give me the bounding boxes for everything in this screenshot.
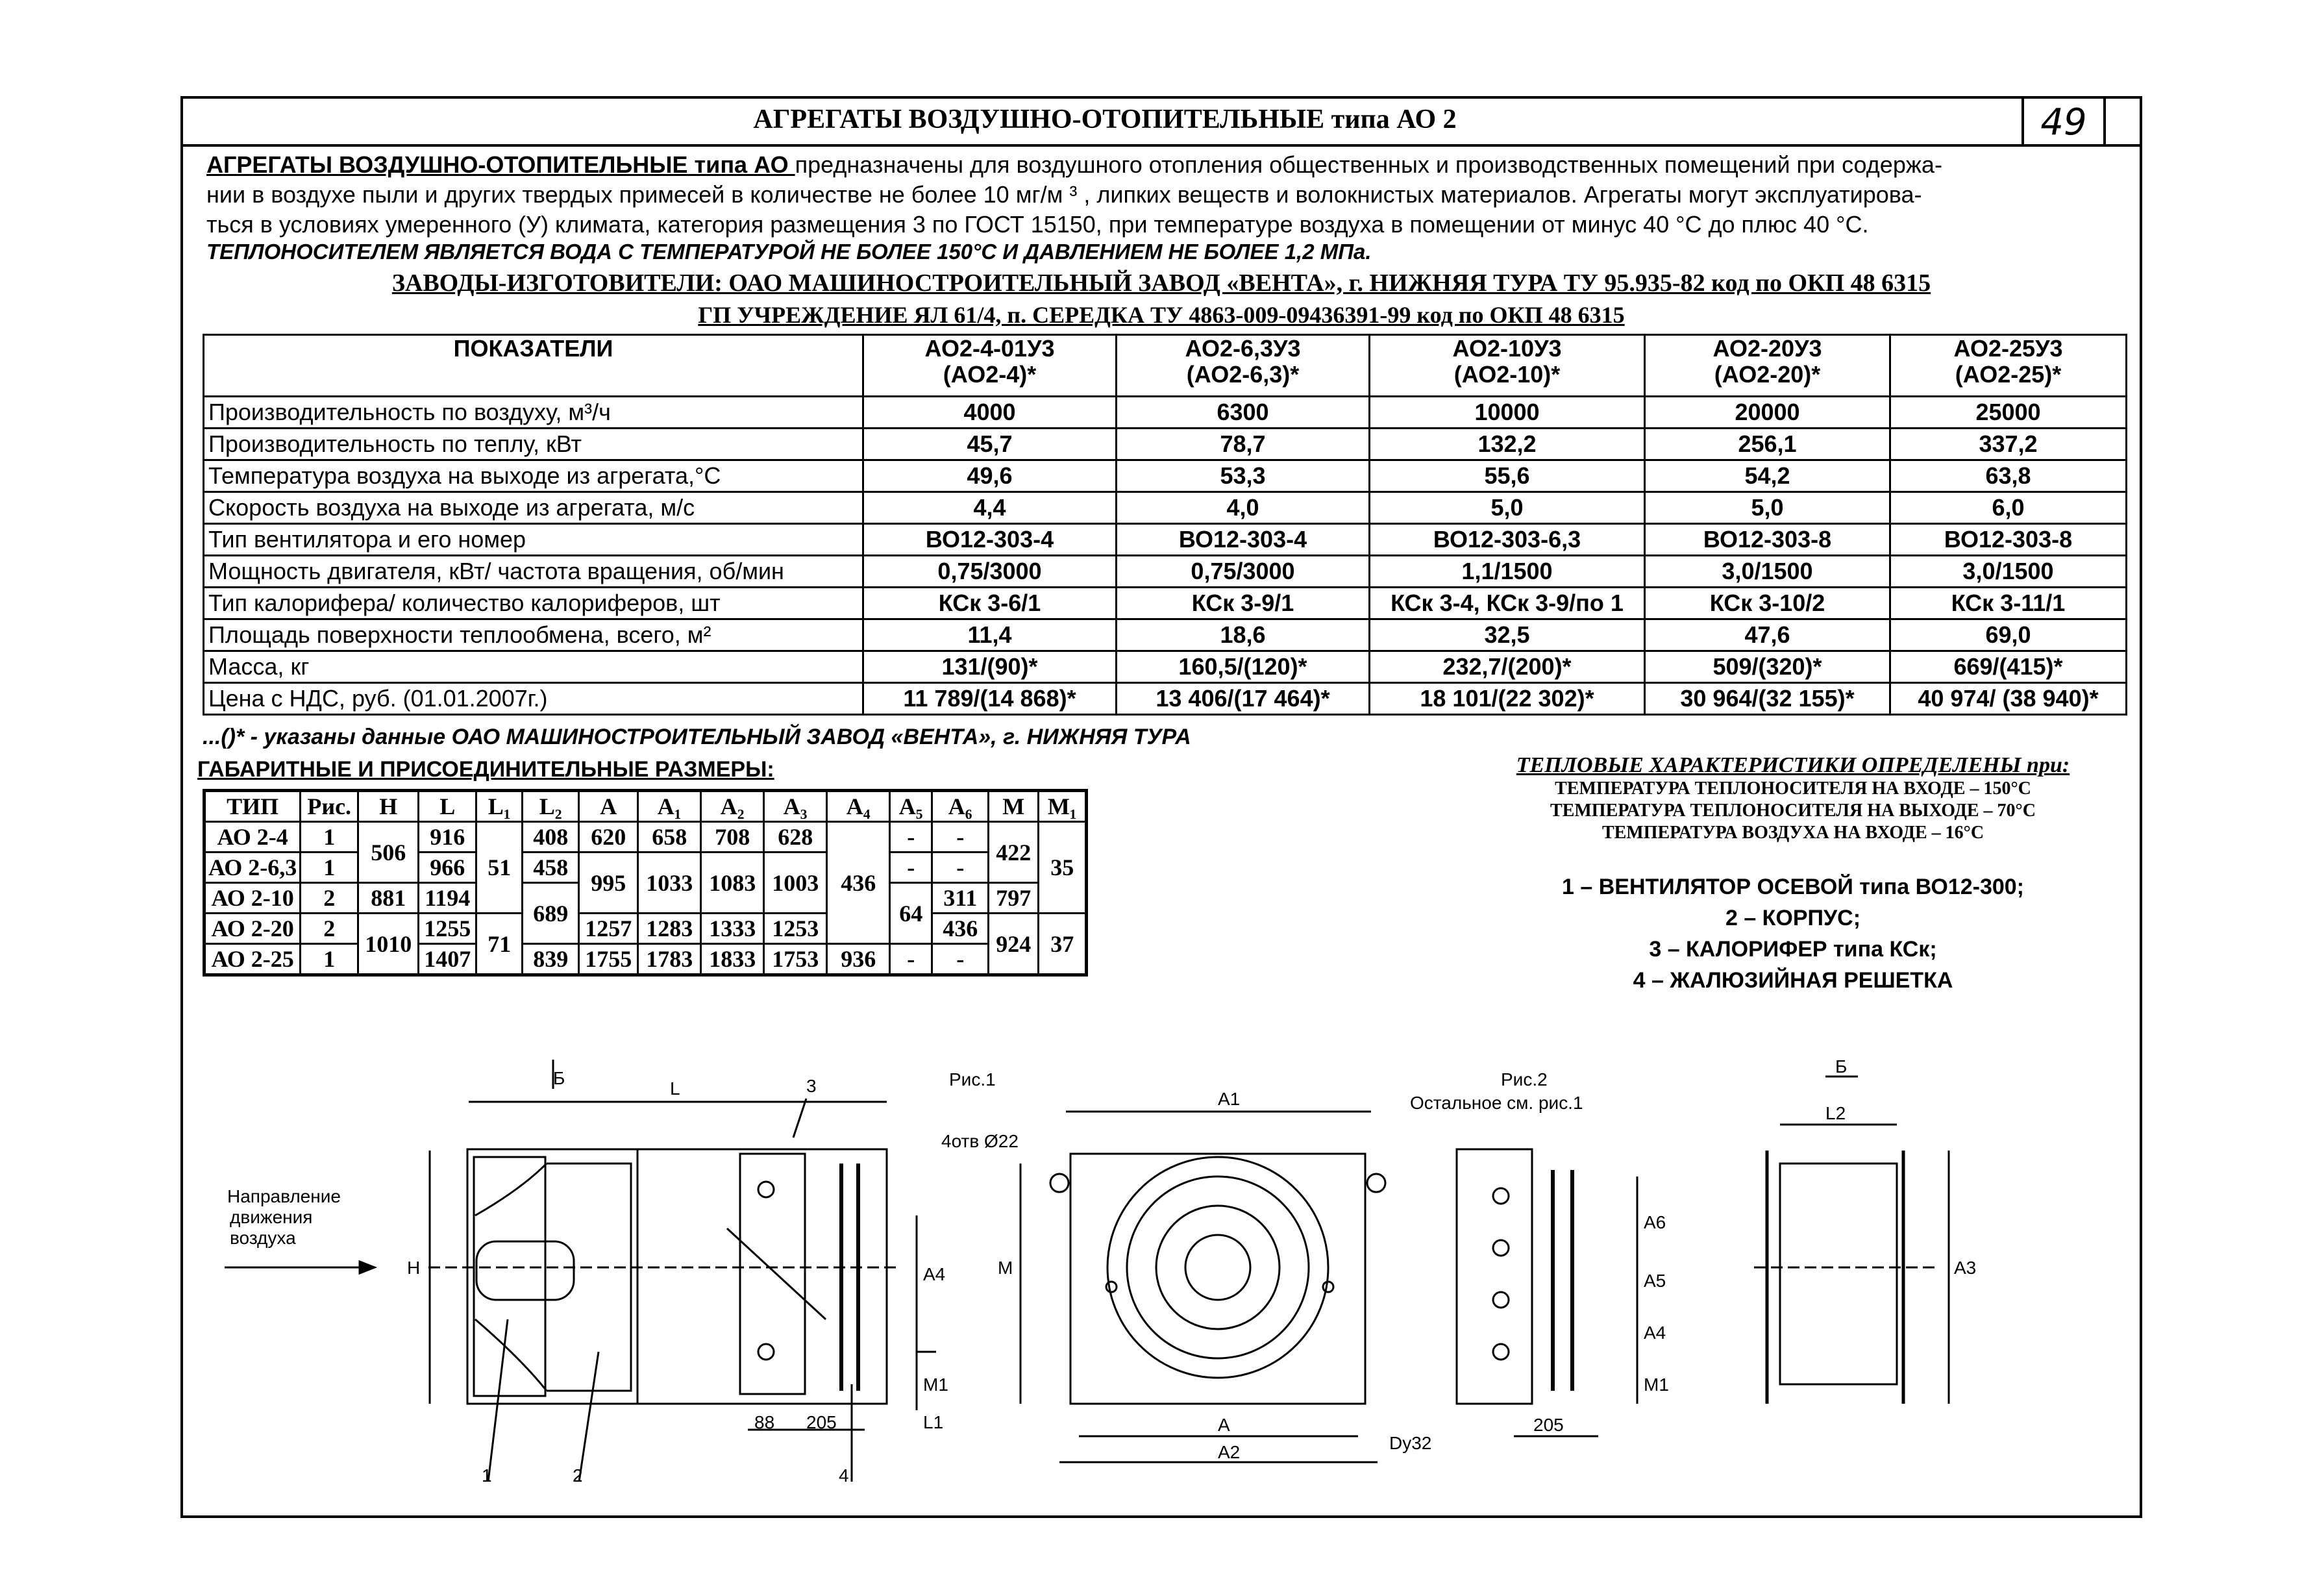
heater-connection-icon bbox=[1493, 1240, 1509, 1256]
dimension-label: M1 bbox=[923, 1375, 948, 1395]
heater-diagonal bbox=[727, 1228, 826, 1319]
spec-value: 3,0/1500 bbox=[1890, 556, 2127, 588]
spec-value: 669/(415)* bbox=[1890, 651, 2127, 683]
spec-value: 1,1/1500 bbox=[1370, 556, 1645, 588]
spec-value: 6300 bbox=[1117, 397, 1370, 429]
dims-col-header: Н bbox=[358, 791, 419, 822]
spec-value: 11 789/(14 868)* bbox=[863, 683, 1117, 715]
arrow-head-icon bbox=[360, 1262, 375, 1273]
dimension-label: L1 bbox=[923, 1412, 944, 1432]
dims-cell: 408 bbox=[523, 822, 579, 853]
dims-cell: - bbox=[890, 853, 932, 883]
dims-cell: 995 bbox=[579, 853, 638, 914]
dims-cell: 2 bbox=[301, 914, 358, 944]
position-label: 4 bbox=[839, 1465, 849, 1486]
dims-col-header: А₁ bbox=[638, 791, 701, 822]
spec-row-label: Масса, кг bbox=[204, 651, 863, 683]
spec-value: 509/(320)* bbox=[1645, 651, 1890, 683]
model-alt: (АО2-4)* bbox=[943, 361, 1037, 388]
dimension-label: L2 bbox=[1825, 1103, 1846, 1123]
dims-col-header: L₂ bbox=[523, 791, 579, 822]
dims-cell: 1 bbox=[301, 944, 358, 975]
dims-cell: 1783 bbox=[638, 944, 701, 975]
spec-row-label: Цена с НДС, руб. (01.01.2007г.) bbox=[204, 683, 863, 715]
spec-value: ВО12-303-8 bbox=[1645, 524, 1890, 556]
spec-value: 131/(90)* bbox=[863, 651, 1117, 683]
spec-value: 40 974/ (38 940)* bbox=[1890, 683, 2127, 715]
intro-lead: АГРЕГАТЫ ВОЗДУШНО-ОТОПИТЕЛЬНЫЕ типа АО bbox=[206, 151, 795, 178]
dimension-label: H bbox=[407, 1258, 421, 1278]
spec-row-label: Мощность двигателя, кВт/ частота вращения, об/мин bbox=[204, 556, 863, 588]
dims-cell: 458 bbox=[523, 853, 579, 883]
dims-cell: 708 bbox=[701, 822, 764, 853]
dims-col-header: L bbox=[419, 791, 476, 822]
dimension-label: A2 bbox=[1218, 1442, 1241, 1462]
spec-value: КСк 3-11/1 bbox=[1890, 588, 2127, 619]
dimension-label: M bbox=[998, 1258, 1013, 1278]
dims-cell: 1283 bbox=[638, 914, 701, 944]
spec-row-label: Тип вентилятора и его номер bbox=[204, 524, 863, 556]
spec-value: 4,4 bbox=[863, 492, 1117, 524]
dims-cell: 916 bbox=[419, 822, 476, 853]
airflow-direction bbox=[225, 1186, 375, 1273]
dims-col-header: А bbox=[579, 791, 638, 822]
legend-item: 3 – КАЛОРИФЕР типа КСк; bbox=[1649, 937, 1937, 962]
spec-value: 45,7 bbox=[863, 429, 1117, 460]
dims-cell: 658 bbox=[638, 822, 701, 853]
view-b bbox=[1754, 1056, 1976, 1404]
spec-value: 18 101/(22 302)* bbox=[1370, 683, 1645, 715]
thermal-line: ТЕМПЕРАТУРА ТЕПЛОНОСИТЕЛЯ НА ВХОДЕ – 150°С bbox=[1555, 778, 2031, 799]
dims-cell: 506 bbox=[358, 822, 419, 883]
spec-row-label: Площадь поверхности теплообмена, всего, м² bbox=[204, 619, 863, 651]
dims-col-header: L₁ bbox=[476, 791, 523, 822]
spec-row-label: Тип калорифера/ количество калориферов, шт bbox=[204, 588, 863, 619]
figure-note: Остальное см. рис.1 bbox=[1410, 1093, 1583, 1113]
dims-cell: 1333 bbox=[701, 914, 764, 944]
page-title: АГРЕГАТЫ ВОЗДУШНО-ОТОПИТЕЛЬНЫЕ типа АО 2 bbox=[753, 105, 1457, 134]
footnote: ...()* - указаны данные ОАО МАШИНОСТРОИТЕЛЬНЫЙ ЗАВОД «ВЕНТА», г. НИЖНЯЯ ТУРА bbox=[203, 725, 1191, 749]
thermal-heading: ТЕПЛОВЫЕ ХАРАКТЕРИСТИКИ ОПРЕДЕЛЕНЫ при: bbox=[1516, 753, 2070, 777]
spec-value: 54,2 bbox=[1645, 460, 1890, 492]
fan-motor bbox=[476, 1241, 574, 1300]
dims-cell: 1253 bbox=[764, 914, 827, 944]
dims-cell: 311 bbox=[932, 883, 989, 914]
figure-label: Рис.1 bbox=[949, 1069, 996, 1089]
legend-item: 4 – ЖАЛЮЗИЙНАЯ РЕШЕТКА bbox=[1633, 968, 1953, 993]
spec-value: 20000 bbox=[1645, 397, 1890, 429]
dims-cell: АО 2-25 bbox=[204, 944, 301, 975]
mounting-hole-icon bbox=[1106, 1282, 1117, 1292]
dims-col-header: А₂ bbox=[701, 791, 764, 822]
mounting-hole-icon bbox=[1367, 1174, 1385, 1192]
intro-line-4: ТЕПЛОНОСИТЕЛЕМ ЯВЛЯЕТСЯ ВОДА С ТЕМПЕРАТУРОЙ НЕ БОЛЕЕ 150°С И ДАВЛЕНИЕМ НЕ БОЛЕЕ 1,2 МПа. bbox=[206, 240, 1372, 264]
spec-value: 3,0/1500 bbox=[1645, 556, 1890, 588]
dims-cell: АО 2-20 bbox=[204, 914, 301, 944]
spec-row-label: Производительность по теплу, кВт bbox=[204, 429, 863, 460]
dims-col-header: Рис. bbox=[301, 791, 358, 822]
dims-cell: 2 bbox=[301, 883, 358, 914]
spec-value: 0,75/3000 bbox=[863, 556, 1117, 588]
heater-connection-icon bbox=[758, 1344, 774, 1360]
dims-cell: 1753 bbox=[764, 944, 827, 975]
position-label: 2 bbox=[573, 1465, 583, 1486]
spec-value: КСк 3-9/1 bbox=[1117, 588, 1370, 619]
dimension-label: A5 bbox=[1644, 1271, 1666, 1291]
side-view-fig1 bbox=[407, 1060, 948, 1486]
spec-value: 25000 bbox=[1890, 397, 2127, 429]
fan-ring-core bbox=[1156, 1206, 1279, 1329]
spec-value: 132,2 bbox=[1370, 429, 1645, 460]
technical-drawing bbox=[183, 99, 2140, 1515]
spec-value: 55,6 bbox=[1370, 460, 1645, 492]
spec-value: 13 406/(17 464)* bbox=[1117, 683, 1370, 715]
manufacturer-line-2: ГП УЧРЕЖДЕНИЕ ЯЛ 61/4, п. СЕРЕДКА ТУ 4863-009-09436391-99 код по ОКП 48 6315 bbox=[698, 302, 1625, 328]
dimension-label: A1 bbox=[1218, 1089, 1241, 1109]
airflow-label: движения bbox=[230, 1207, 313, 1227]
dimension-label: 205 bbox=[1533, 1415, 1564, 1435]
dims-cell: 1033 bbox=[638, 853, 701, 914]
dims-cell: 71 bbox=[476, 914, 523, 975]
airflow-label: Направление bbox=[227, 1186, 341, 1206]
dims-cell: - bbox=[932, 853, 989, 883]
dims-cell: 35 bbox=[1039, 822, 1087, 914]
spec-value: 47,6 bbox=[1645, 619, 1890, 651]
fan-hub bbox=[1185, 1235, 1250, 1300]
mounting-hole-icon bbox=[1050, 1174, 1069, 1192]
dimension-label: M1 bbox=[1644, 1375, 1669, 1395]
model-alt: (АО2-10)* bbox=[1453, 361, 1561, 388]
dims-cell: 1003 bbox=[764, 853, 827, 914]
model-name: АО2-6,3У3 bbox=[1185, 335, 1301, 362]
model-name: АО2-10У3 bbox=[1452, 335, 1562, 362]
dims-cell: 839 bbox=[523, 944, 579, 975]
intro-text-1: предназначены для воздушного отопления общественных и производственных помещений при содержа- bbox=[795, 151, 1942, 178]
dims-cell: 1755 bbox=[579, 944, 638, 975]
spec-value: 5,0 bbox=[1370, 492, 1645, 524]
front-housing bbox=[1070, 1154, 1365, 1404]
dims-cell: 1255 bbox=[419, 914, 476, 944]
dims-col-header: М₁ bbox=[1039, 791, 1087, 822]
dims-cell: 936 bbox=[827, 944, 890, 975]
heater-block bbox=[740, 1154, 805, 1394]
spec-value: 4000 bbox=[863, 397, 1117, 429]
dims-cell: 797 bbox=[989, 883, 1039, 914]
view-marker: Б bbox=[553, 1068, 565, 1088]
dims-cell: 436 bbox=[827, 822, 890, 944]
dimension-label: L bbox=[670, 1078, 680, 1099]
spec-row-label: Температура воздуха на выходе из агрегата,°С bbox=[204, 460, 863, 492]
position-label: 3 bbox=[806, 1076, 817, 1096]
fan-blade bbox=[475, 1164, 547, 1391]
dims-col-header: А₆ bbox=[932, 791, 989, 822]
heater-connection-icon bbox=[1493, 1344, 1509, 1360]
holes-label: 4отв Ø22 bbox=[941, 1131, 1019, 1151]
model-name: АО2-4-01У3 bbox=[924, 335, 1055, 362]
fan-ring-inner bbox=[1127, 1176, 1309, 1358]
thermal-line: ТЕМПЕРАТУРА ВОЗДУХА НА ВХОДЕ – 16°С bbox=[1601, 823, 1984, 843]
dims-col-header: А₃ bbox=[764, 791, 827, 822]
spec-value: 6,0 bbox=[1890, 492, 2127, 524]
spec-value: 63,8 bbox=[1890, 460, 2127, 492]
spec-value: 32,5 bbox=[1370, 619, 1645, 651]
dims-cell: 689 bbox=[523, 883, 579, 944]
spec-value: 160,5/(120)* bbox=[1117, 651, 1370, 683]
figure-label: Рис.2 bbox=[1501, 1069, 1548, 1089]
dimension-label: 88 bbox=[754, 1412, 775, 1432]
dims-title: ГАБАРИТНЫЕ И ПРИСОЕДИНИТЕЛЬНЫЕ РАЗМЕРЫ: bbox=[197, 757, 774, 782]
intro-line-2: нии в воздухе пыли и других твердых примесей в количестве не более 10 мг/м ³ , липких веществ и волокнистых материалов. Агрегаты могут эксплуатирова- bbox=[206, 181, 1922, 208]
model-alt: (АО2-25)* bbox=[1955, 361, 2062, 388]
dims-cell: АО 2-10 bbox=[204, 883, 301, 914]
legend-item: 1 – ВЕНТИЛЯТОР ОСЕВОЙ типа ВО12-300; bbox=[1562, 875, 2024, 899]
dimension-label: A6 bbox=[1644, 1212, 1666, 1232]
leader-line bbox=[579, 1352, 599, 1482]
legend-item: 2 – КОРПУС; bbox=[1725, 906, 1861, 930]
leader-line bbox=[488, 1319, 508, 1482]
spec-value: 256,1 bbox=[1645, 429, 1890, 460]
manufacturer-line-1: ЗАВОДЫ-ИЗГОТОВИТЕЛИ: ОАО МАШИНОСТРОИТЕЛЬНЫЙ ЗАВОД «ВЕНТА», г. НИЖНЯЯ ТУРА ТУ 95.935-82 код по ОКП 48 6315 bbox=[391, 269, 1931, 297]
spec-value: 10000 bbox=[1370, 397, 1645, 429]
spec-value: 5,0 bbox=[1645, 492, 1890, 524]
dims-col-header: М bbox=[989, 791, 1039, 822]
dims-cell: - bbox=[890, 944, 932, 975]
spec-value: ВО12-303-4 bbox=[863, 524, 1117, 556]
dims-cell: 620 bbox=[579, 822, 638, 853]
dimension-label: A3 bbox=[1954, 1258, 1977, 1278]
dims-cell: 924 bbox=[989, 914, 1039, 975]
spec-value: 232,7/(200)* bbox=[1370, 651, 1645, 683]
dims-cell: - bbox=[932, 944, 989, 975]
dims-cell: 628 bbox=[764, 822, 827, 853]
spec-row-label: Скорость воздуха на выходе из агрегата, м/с bbox=[204, 492, 863, 524]
heater-connection-icon bbox=[758, 1182, 774, 1197]
side-view-fig2 bbox=[1410, 1069, 1669, 1436]
spec-value: 18,6 bbox=[1117, 619, 1370, 651]
fan-ring bbox=[1107, 1157, 1328, 1378]
fan-body bbox=[547, 1164, 631, 1391]
spec-value: ВО12-303-6,3 bbox=[1370, 524, 1645, 556]
spec-value: 78,7 bbox=[1117, 429, 1370, 460]
spec-row-label: Производительность по воздуху, м³/ч bbox=[204, 397, 863, 429]
dimension-label: A bbox=[1218, 1415, 1230, 1435]
dims-cell: АО 2-6,3 bbox=[204, 853, 301, 883]
dimension-label: A4 bbox=[1644, 1323, 1666, 1343]
spec-value: 49,6 bbox=[863, 460, 1117, 492]
dims-cell: 1 bbox=[301, 822, 358, 853]
spec-value: 69,0 bbox=[1890, 619, 2127, 651]
fig2-housing bbox=[1457, 1149, 1532, 1404]
dims-cell: - bbox=[932, 822, 989, 853]
dims-cell: 422 bbox=[989, 822, 1039, 883]
dims-cell: 1833 bbox=[701, 944, 764, 975]
dims-col-header: А₄ bbox=[827, 791, 890, 822]
leader-line bbox=[793, 1099, 806, 1138]
spec-value: ВО12-303-4 bbox=[1117, 524, 1370, 556]
dims-cell: 881 bbox=[358, 883, 419, 914]
position-label: 1 bbox=[482, 1465, 492, 1486]
dimension-label: 205 bbox=[806, 1412, 837, 1432]
model-alt: (АО2-20)* bbox=[1714, 361, 1821, 388]
thermal-line: ТЕМПЕРАТУРА ТЕПЛОНОСИТЕЛЯ НА ВЫХОДЕ – 70°С bbox=[1550, 801, 2036, 821]
dims-col-header: А₅ bbox=[890, 791, 932, 822]
dims-cell: 37 bbox=[1039, 914, 1087, 975]
dims-cell: 966 bbox=[419, 853, 476, 883]
dims-cell: 1257 bbox=[579, 914, 638, 944]
spec-value: КСк 3-4, КСк 3-9/по 1 bbox=[1370, 588, 1645, 619]
dims-cell: 1083 bbox=[701, 853, 764, 914]
housing-outline bbox=[467, 1149, 887, 1404]
dims-col-header: ТИП bbox=[204, 791, 301, 822]
spec-header-label: ПОКАЗАТЕЛИ bbox=[204, 335, 863, 397]
dims-cell: 1407 bbox=[419, 944, 476, 975]
dims-cell: - bbox=[890, 822, 932, 853]
model-alt: (АО2-6,3)* bbox=[1186, 361, 1300, 388]
mounting-hole-icon bbox=[1323, 1282, 1333, 1292]
spec-value: КСк 3-6/1 bbox=[863, 588, 1117, 619]
spec-value: 337,2 bbox=[1890, 429, 2127, 460]
dims-cell: АО 2-4 bbox=[204, 822, 301, 853]
spec-value: 11,4 bbox=[863, 619, 1117, 651]
dims-cell: 64 bbox=[890, 883, 932, 944]
heater-connection-icon bbox=[1493, 1292, 1509, 1308]
page-number: 49 bbox=[2040, 101, 2087, 143]
dimension-label: Dy32 bbox=[1389, 1433, 1432, 1453]
intro-line-3: ться в условиях умеренного (У) климата, категория размещения 3 по ГОСТ 15150, при температуре воздуха в помещении от минус 40 °С до плюс 40 °С. bbox=[206, 211, 1869, 238]
dims-cell: 436 bbox=[932, 914, 989, 944]
dims-cell: 1194 bbox=[419, 883, 476, 914]
view-title: Б bbox=[1835, 1056, 1848, 1077]
dims-cell: 1 bbox=[301, 853, 358, 883]
airflow-label: воздуха bbox=[230, 1228, 296, 1248]
dimension-label: A4 bbox=[923, 1264, 946, 1284]
spec-value: 0,75/3000 bbox=[1117, 556, 1370, 588]
spec-value: 30 964/(32 155)* bbox=[1645, 683, 1890, 715]
dims-cell: 1010 bbox=[358, 914, 419, 975]
spec-value: 53,3 bbox=[1117, 460, 1370, 492]
heater-connection-icon bbox=[1493, 1188, 1509, 1204]
front-view-fig1 bbox=[941, 1069, 1431, 1462]
view-b-body bbox=[1780, 1164, 1897, 1384]
model-name: АО2-20У3 bbox=[1712, 335, 1822, 362]
spec-value: 4,0 bbox=[1117, 492, 1370, 524]
document-frame bbox=[180, 96, 2142, 1518]
model-name: АО2-25У3 bbox=[1953, 335, 2063, 362]
spec-value: КСк 3-10/2 bbox=[1645, 588, 1890, 619]
dims-cell: 51 bbox=[476, 822, 523, 914]
spec-value: ВО12-303-8 bbox=[1890, 524, 2127, 556]
